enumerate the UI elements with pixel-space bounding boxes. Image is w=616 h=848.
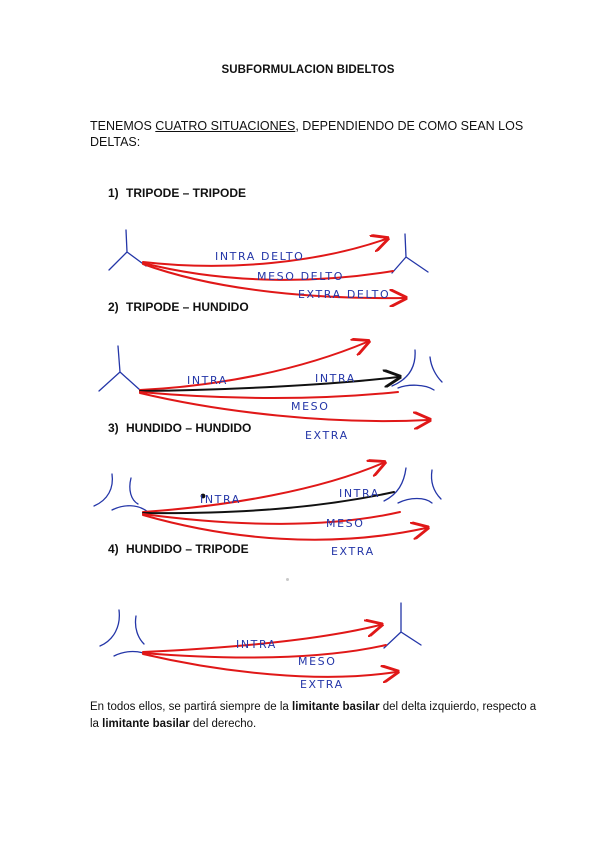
annotation-intra-left: INTRA bbox=[187, 374, 228, 387]
annotation-extra: EXTRA bbox=[300, 678, 344, 691]
annotation-meso: MESO bbox=[291, 400, 330, 413]
paper-speck bbox=[286, 578, 289, 581]
footer-text-1: En todos ellos, se partirá siempre de la bbox=[90, 701, 292, 713]
tripode-delta-icon bbox=[99, 346, 140, 391]
hundido-delta-icon bbox=[94, 474, 148, 512]
intro-underlined-text: CUATRO SITUACIONES bbox=[155, 119, 296, 133]
annotation-extra: EXTRA DELTO bbox=[298, 288, 391, 301]
hundido-delta-icon bbox=[100, 610, 150, 656]
hundido-delta-icon bbox=[392, 350, 442, 390]
section-number: 2) bbox=[108, 300, 119, 314]
section-number: 1) bbox=[108, 186, 119, 200]
annotation-extra: EXTRA bbox=[305, 429, 349, 442]
tripode-delta-icon bbox=[384, 603, 421, 648]
hundido-delta-icon bbox=[384, 468, 441, 503]
ridge-arrows bbox=[140, 342, 428, 421]
sketch-4-hundido-tripode bbox=[100, 603, 421, 691]
annotation-intra: INTRA bbox=[236, 638, 277, 651]
annotation-intra-right: INTRA bbox=[315, 372, 356, 385]
annotation-intra-left: INTRA bbox=[200, 493, 241, 506]
footer-paragraph bbox=[90, 699, 540, 733]
footer-bold-2: limitante basilar bbox=[102, 718, 190, 730]
sketch-1-tripode-tripode bbox=[109, 230, 428, 301]
section-label: TRIPODE – HUNDIDO bbox=[126, 300, 249, 314]
annotation-meso: MESO DELTO bbox=[257, 270, 344, 283]
annotation-meso: MESO bbox=[298, 655, 337, 668]
footer-text-2: del delta izquierdo, respecto a la bbox=[90, 701, 537, 730]
section-label: TRIPODE – TRIPODE bbox=[126, 186, 247, 200]
tripode-delta-icon bbox=[392, 234, 428, 273]
section-label: HUNDIDO – HUNDIDO bbox=[126, 421, 252, 435]
annotation-intra-right: INTRA bbox=[339, 487, 380, 500]
intro-text-before: TENEMOS bbox=[90, 119, 156, 133]
section-number: 4) bbox=[108, 542, 119, 556]
sketch-2-tripode-hundido bbox=[99, 342, 442, 442]
page-title: SUBFORMULACION BIDELTOS bbox=[221, 64, 395, 76]
sketch-3-hundido-hundido bbox=[94, 463, 441, 558]
intro-text-after: , DEPENDIENDO DE COMO SEAN LOS DELTAS: bbox=[90, 119, 524, 149]
tripode-delta-icon bbox=[109, 230, 146, 270]
annotation-extra: EXTRA bbox=[331, 545, 375, 558]
footer-bold-1: limitante basilar bbox=[292, 701, 380, 713]
section-number: 3) bbox=[108, 421, 119, 435]
section-label: HUNDIDO – TRIPODE bbox=[126, 542, 249, 556]
footer-text-3: del derecho. bbox=[189, 718, 257, 730]
annotation-meso: MESO bbox=[326, 517, 365, 530]
annotation-intra: INTRA DELTO bbox=[215, 250, 305, 263]
